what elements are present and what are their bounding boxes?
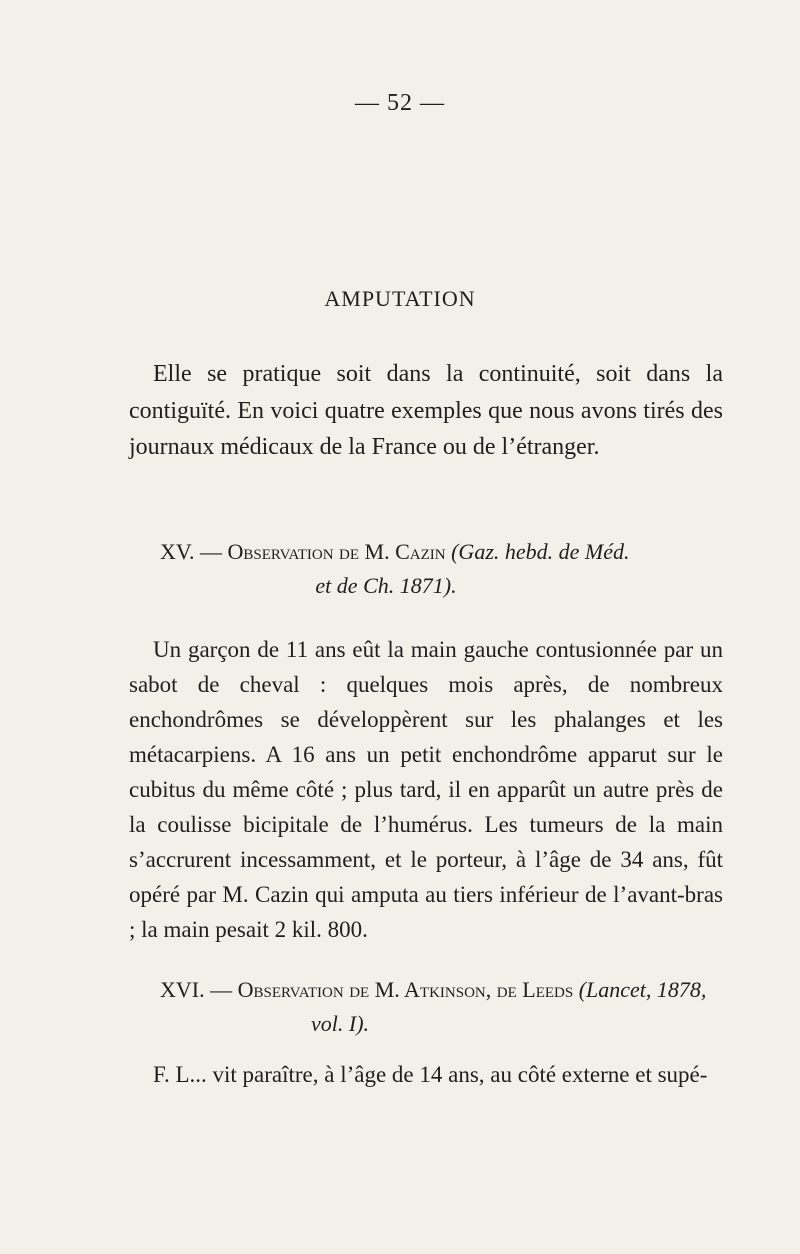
observation-15-source-1: (Gaz. hebd. de Méd. [451,539,630,564]
observation-16-number: XVI. — [160,977,233,1002]
section-title: AMPUTATION [324,286,476,311]
observation-16-label: Observation de M. Atkinson, de Leeds [237,977,574,1002]
observation-15-source-2: et de Ch. 1871). [315,573,457,598]
observation-15-label: Observation de M. Cazin [227,539,446,564]
page-number: — 52 — [355,90,445,116]
observation-16-source-1: (Lancet, 1878, [578,977,707,1002]
observation-15-number: XV. — [160,539,222,564]
observation-16-heading [160,973,730,1041]
observation-16-source-2: vol. I). [310,1011,370,1036]
paragraph-16: F. L... vit paraître, à l’âge de 14 ans, au côté externe et supé- [153,1062,708,1087]
paragraph-15: Un garçon de 11 ans eût la main gauche contusionnée par un sabot de cheval : quelques mois après, de nombreux enchondrômes se développèrent sur les phalanges et les métacarpiens. A 16 ans un petit enchondrôme apparut sur le cubitus du même côté ; plus tard, il en apparût un autre près de la coulisse bicipitale de l’humérus. Les tumeurs de la main s’accrurent incessamment, et le porteur, à l’âge de 34 ans, fût opéré par M. Cazin qui amputa au tiers inférieur de l’avant-bras ; la main pesait 2 kil. 800. [129,637,723,942]
intro-paragraph: Elle se pratique soit dans la continuité, soit dans la contiguïté. En voici quatre exemples que nous avons tirés des journaux médicaux de la France ou de l’étranger. [129,361,723,460]
observation-15-heading [160,535,730,603]
